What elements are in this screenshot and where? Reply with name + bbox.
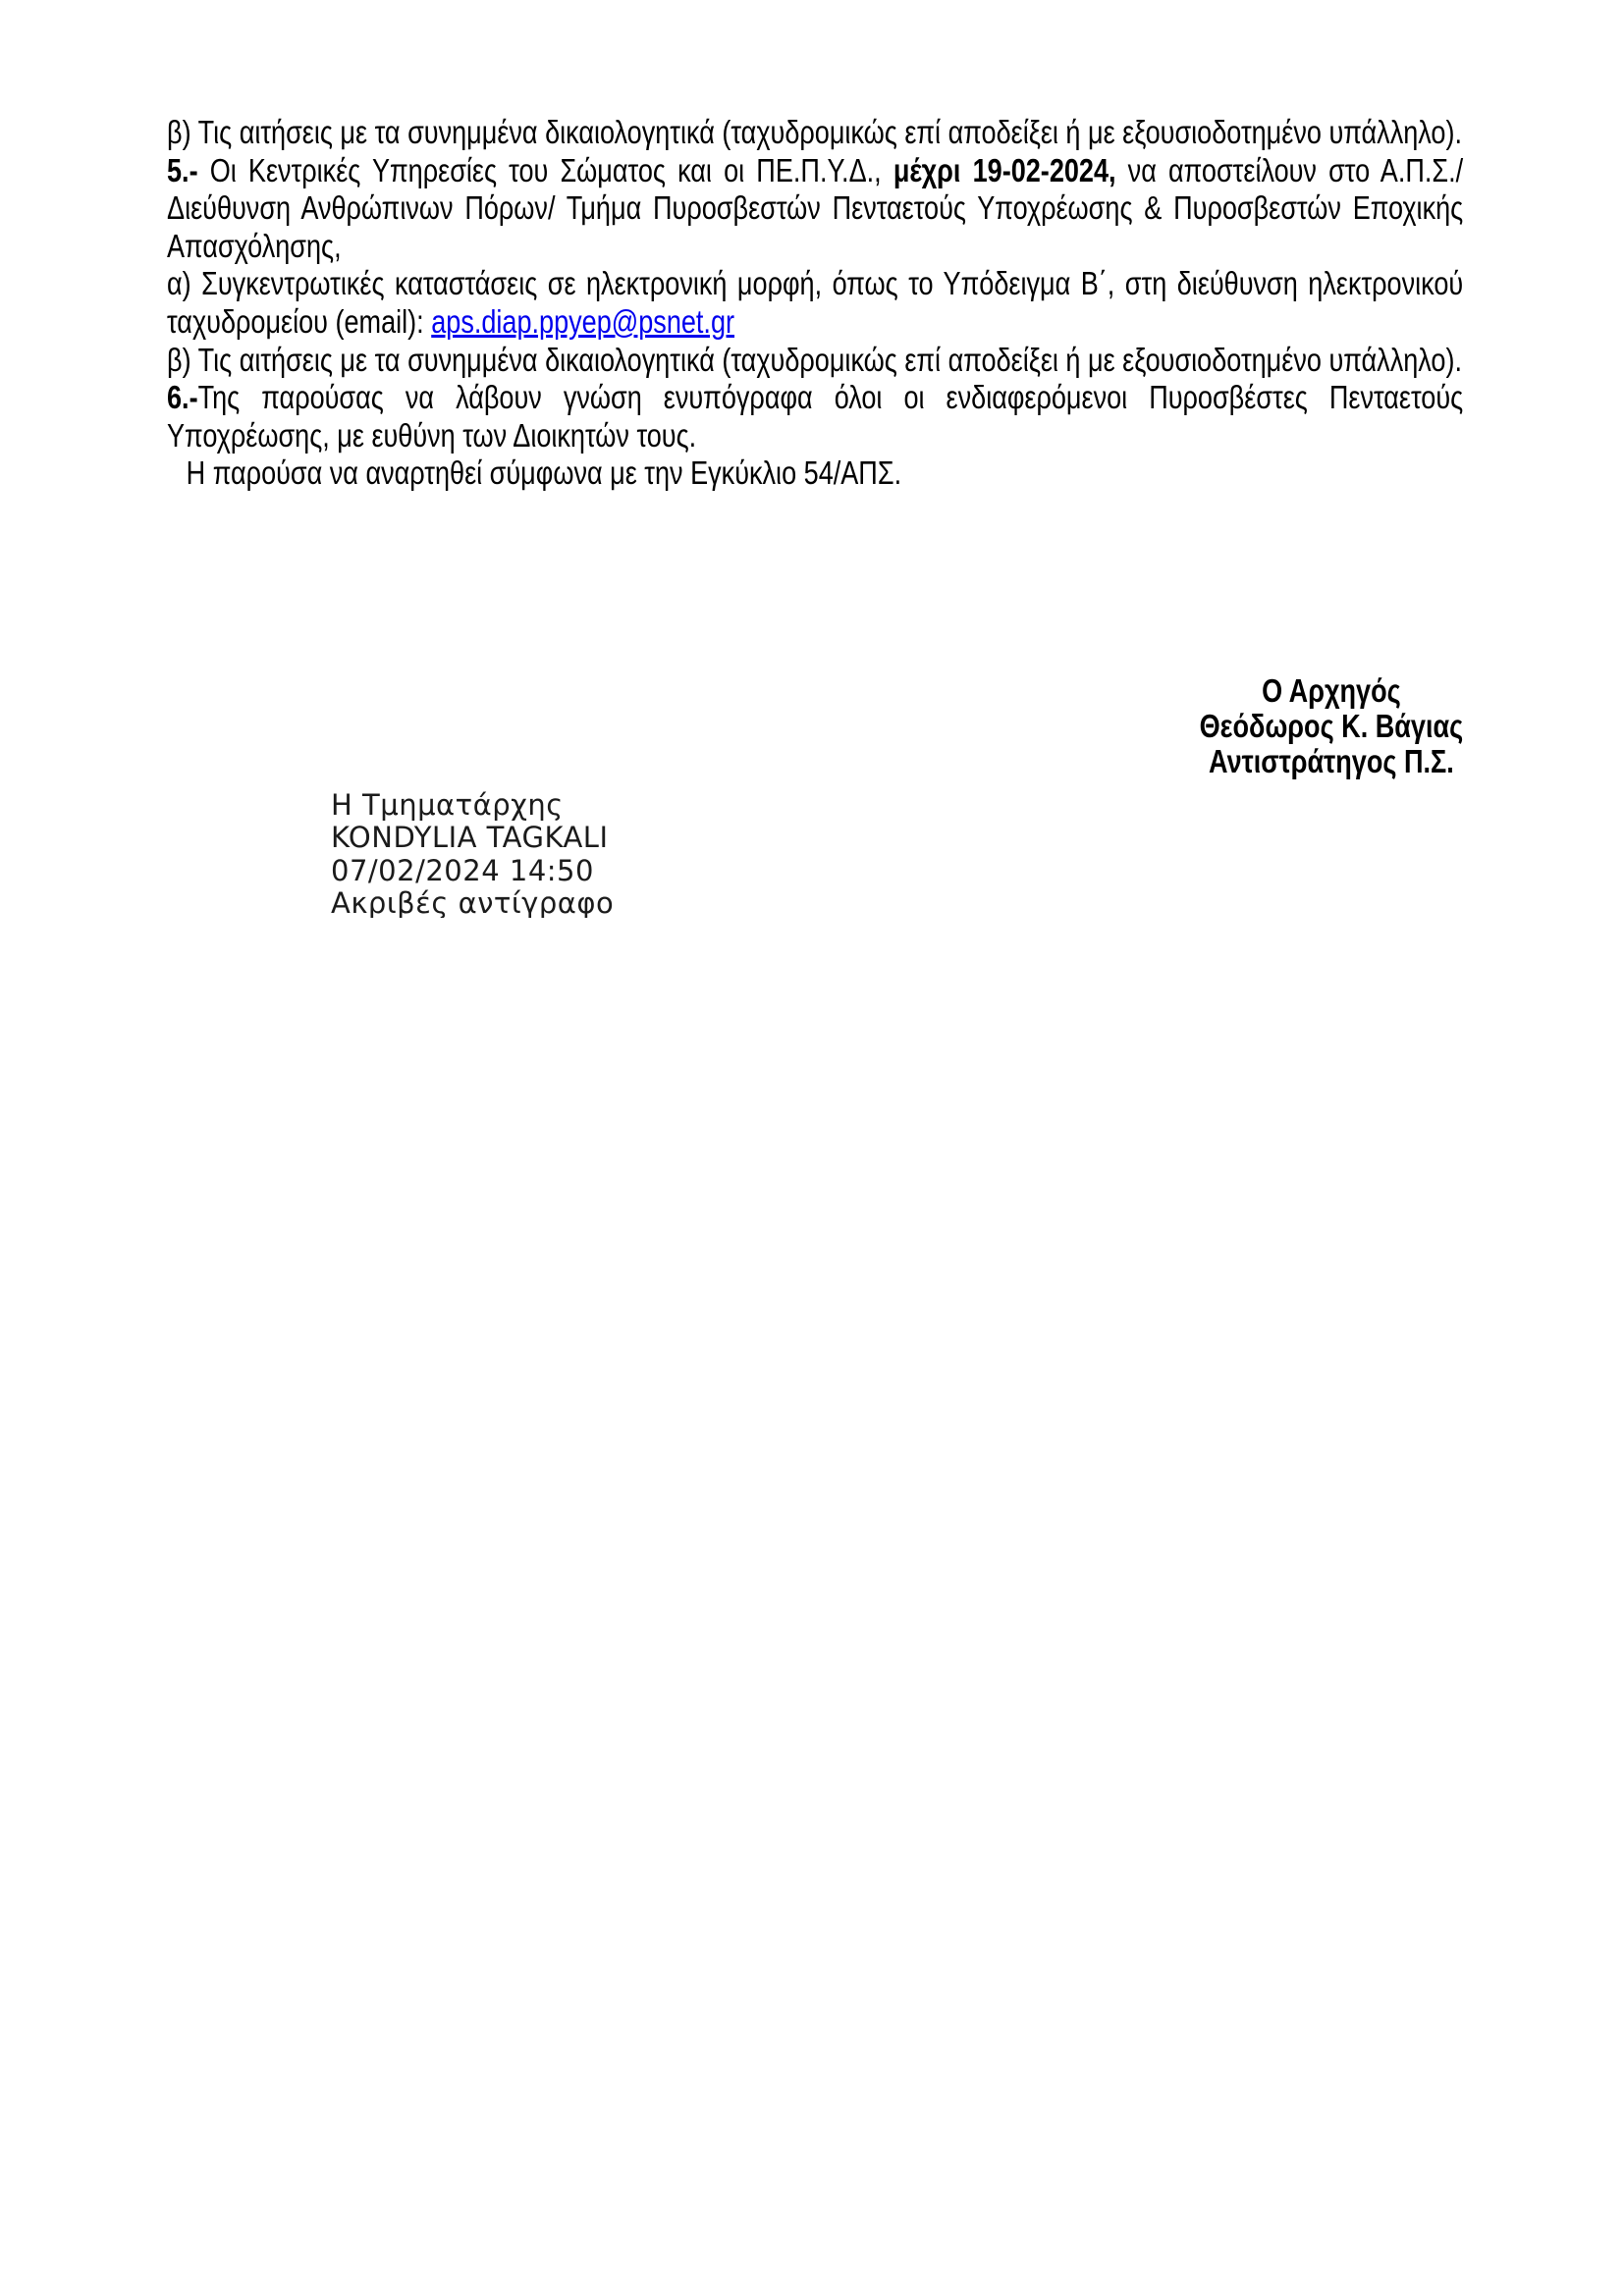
paragraph-text: να αποστείλουν στο Α.Π.Σ./Διεύθυνση Ανθρώπινων Πόρων/ Τμήμα Πυροσβεστών Πενταετούς Υποχρέωσης & Πυροσβεστών Εποχικής Απασχόλησης, [167, 151, 1464, 264]
paragraph-b-applications-2 [167, 342, 1463, 380]
stamp-signer-name: KONDYLIA TAGKALI [331, 821, 609, 855]
signature-name: Θεόδωρος Κ. Βάγιας [1199, 708, 1464, 744]
item-number-5: 5.- [167, 151, 198, 188]
email-link[interactable]: aps.diap.ppyep@psnet.gr [431, 302, 735, 340]
signature-rank: Αντιστράτηγος Π.Σ. [1209, 743, 1454, 779]
paragraph-a-electronic-lists [167, 265, 1463, 341]
digital-signature-stamp [331, 789, 743, 918]
signature-block [1200, 673, 1464, 779]
paragraph-text: Η παρούσα να αναρτηθεί σύμφωνα με την Εγκύκλιο 54/ΑΠΣ. [186, 454, 902, 492]
stamp-datetime: 07/02/2024 14:50 [331, 853, 594, 887]
paragraph-text: Της παρούσας να λάβουν γνώση ενυπόγραφα όλοι οι ενδιαφερόμενοι Πυροσβέστες Πενταετούς Υποχρέωσης, με ευθύνη των Διοικητών τους. [167, 379, 1464, 454]
stamp-role: Η Τμηματάρχης [331, 789, 564, 822]
paragraph-text: β) Τις αιτήσεις με τα συνημμένα δικαιολογητικά (ταχυδρομικώς επί αποδείξει ή με εξουσιοδοτημένο υπάλληλο). [167, 114, 1462, 150]
paragraph-text: Οι Κεντρικές Υπηρεσίες του Σώματος και οι ΠΕ.Π.Υ.Δ., [197, 151, 893, 188]
signature-title: Ο Αρχηγός [1262, 672, 1401, 709]
paragraph-b-applications-1 [167, 114, 1463, 152]
paragraph-6-acknowledgement [167, 379, 1463, 454]
stamp-certified-copy-label: Ακριβές αντίγραφο [331, 885, 615, 918]
paragraph-circular-posting [167, 454, 1463, 493]
paragraph-text: β) Τις αιτήσεις με τα συνημμένα δικαιολογητικά (ταχυδρομικώς επί αποδείξει ή με εξουσιοδοτημένο υπάλληλο). [167, 341, 1462, 378]
document-body [167, 114, 1463, 860]
deadline-date: μέχρι 19-02-2024, [893, 151, 1116, 188]
paragraph-text: α) Συγκεντρωτικές καταστάσεις σε ηλεκτρονική μορφή, όπως το Υπόδειγμα Β΄, στη διεύθυνση ηλεκτρονικού ταχυδρομείου (email): [167, 265, 1464, 340]
paragraph-5-central-services [167, 152, 1463, 266]
item-number-6: 6.- [167, 379, 198, 416]
